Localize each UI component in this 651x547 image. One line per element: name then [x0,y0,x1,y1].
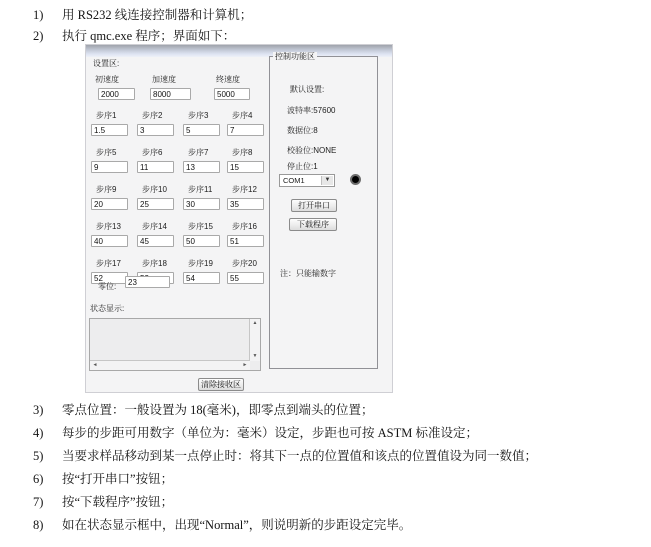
step-label: 步序9 [96,185,117,194]
com-port-value: COM1 [283,176,305,185]
com-port-select[interactable] [279,174,335,187]
step-label: 步序4 [232,111,253,120]
scroll-up-icon[interactable]: ▲ [252,320,258,326]
speed-label: 终速度 [216,75,240,84]
list-item-text: 按“下载程序”按钮； [62,495,174,509]
step-label: 步序10 [142,185,167,194]
speed-label: 初速度 [95,75,119,84]
list-item [33,446,537,464]
step-input[interactable] [91,161,128,173]
status-display-box[interactable] [89,318,261,371]
step-input[interactable] [227,272,264,284]
scroll-left-icon[interactable]: ◄ [92,362,98,368]
horizontal-scrollbar[interactable] [90,360,250,370]
speed-input[interactable] [98,88,135,100]
step-input[interactable] [137,235,174,247]
list-item [33,515,411,533]
default-settings-label: 默认设置: [290,85,325,94]
step-input[interactable] [183,198,220,210]
zero-position-label: 零位: [98,282,117,291]
list-item [33,26,235,44]
parity-label: 校验位:NONE [287,146,337,155]
status-display-label: 状态显示: [90,304,125,313]
list-item-number: 7) [33,495,44,509]
step-label: 步序5 [96,148,117,157]
step-input[interactable] [137,161,174,173]
clear-receive-button[interactable]: 清除接收区 [198,378,244,391]
step-label: 步序16 [232,222,257,231]
baud-rate-label: 波特率:57600 [287,106,336,115]
step-input[interactable] [91,124,128,136]
step-input[interactable] [227,124,264,136]
speed-input[interactable] [214,88,250,100]
vertical-scrollbar[interactable] [249,319,260,361]
stop-bits-label: 停止位:1 [287,162,318,171]
list-item [33,492,173,510]
list-item [33,400,373,418]
step-input[interactable] [183,161,220,173]
step-label: 步序17 [96,259,121,268]
list-item-text: 当要求样品移动到某一点停止时：将其下一点的位置值和该点的位置值设为同一数值； [62,449,538,463]
step-label: 步序18 [142,259,167,268]
step-input[interactable] [183,235,220,247]
settings-area-label: 设置区: [93,59,120,68]
list-item-text: 如在状态显示框中，出现“Normal”，则说明新的步距设定完毕。 [62,518,412,532]
list-item-number: 5) [33,449,44,463]
data-bits-label: 数据位:8 [287,126,318,135]
speed-label: 加速度 [152,75,176,84]
list-item-number: 6) [33,472,44,486]
list-item [33,423,478,441]
step-label: 步序2 [142,111,163,120]
list-item [33,469,173,487]
control-function-groupbox [269,52,378,369]
step-label: 步序3 [188,111,209,120]
scroll-right-icon[interactable]: ► [242,362,248,368]
qmc-app-window [85,44,393,393]
step-input[interactable] [227,161,264,173]
note-label: 注：只能输数字 [280,269,336,278]
list-item-text: 每步的步距可用数字（单位为：毫米）设定，步距也可按 ASTM 标准设定； [62,426,478,440]
list-item-number: 8) [33,518,44,532]
step-input[interactable] [183,124,220,136]
step-label: 步序7 [188,148,209,157]
step-input[interactable] [227,235,264,247]
list-item-text: 按“打开串口”按钮； [62,472,174,486]
step-label: 步序12 [232,185,257,194]
download-program-button[interactable]: 下载程序 [289,218,337,231]
zero-position-input[interactable] [125,276,170,288]
control-function-label: 控制功能区 [275,52,315,61]
list-item-text: 零点位置：一般设置为 18(毫米)，即零点到端头的位置； [62,403,374,417]
status-led [350,174,361,185]
list-item-number: 1) [33,8,44,22]
list-item-number: 3) [33,403,44,417]
step-input[interactable] [137,198,174,210]
step-label: 步序6 [142,148,163,157]
step-label: 步序15 [188,222,213,231]
chevron-down-icon[interactable]: ▼ [321,176,333,185]
step-label: 步序13 [96,222,121,231]
step-label: 步序14 [142,222,167,231]
list-item-number: 4) [33,426,44,440]
step-label: 步序8 [232,148,253,157]
step-input[interactable] [91,235,128,247]
list-item [33,5,252,23]
step-input[interactable] [91,198,128,210]
speed-input[interactable] [150,88,191,100]
list-item-text: 用 RS232 线连接控制器和计算机； [62,8,253,22]
step-label: 步序1 [96,111,117,120]
step-input[interactable] [137,124,174,136]
step-label: 步序20 [232,259,257,268]
list-item-text: 执行 qmc.exe 程序；界面如下： [62,29,236,43]
step-label: 步序11 [188,185,213,194]
step-input[interactable] [183,272,220,284]
step-label: 步序19 [188,259,213,268]
list-item-number: 2) [33,29,44,43]
scroll-down-icon[interactable]: ▼ [252,353,258,359]
open-serial-button[interactable]: 打开串口 [291,199,337,212]
step-input[interactable] [227,198,264,210]
